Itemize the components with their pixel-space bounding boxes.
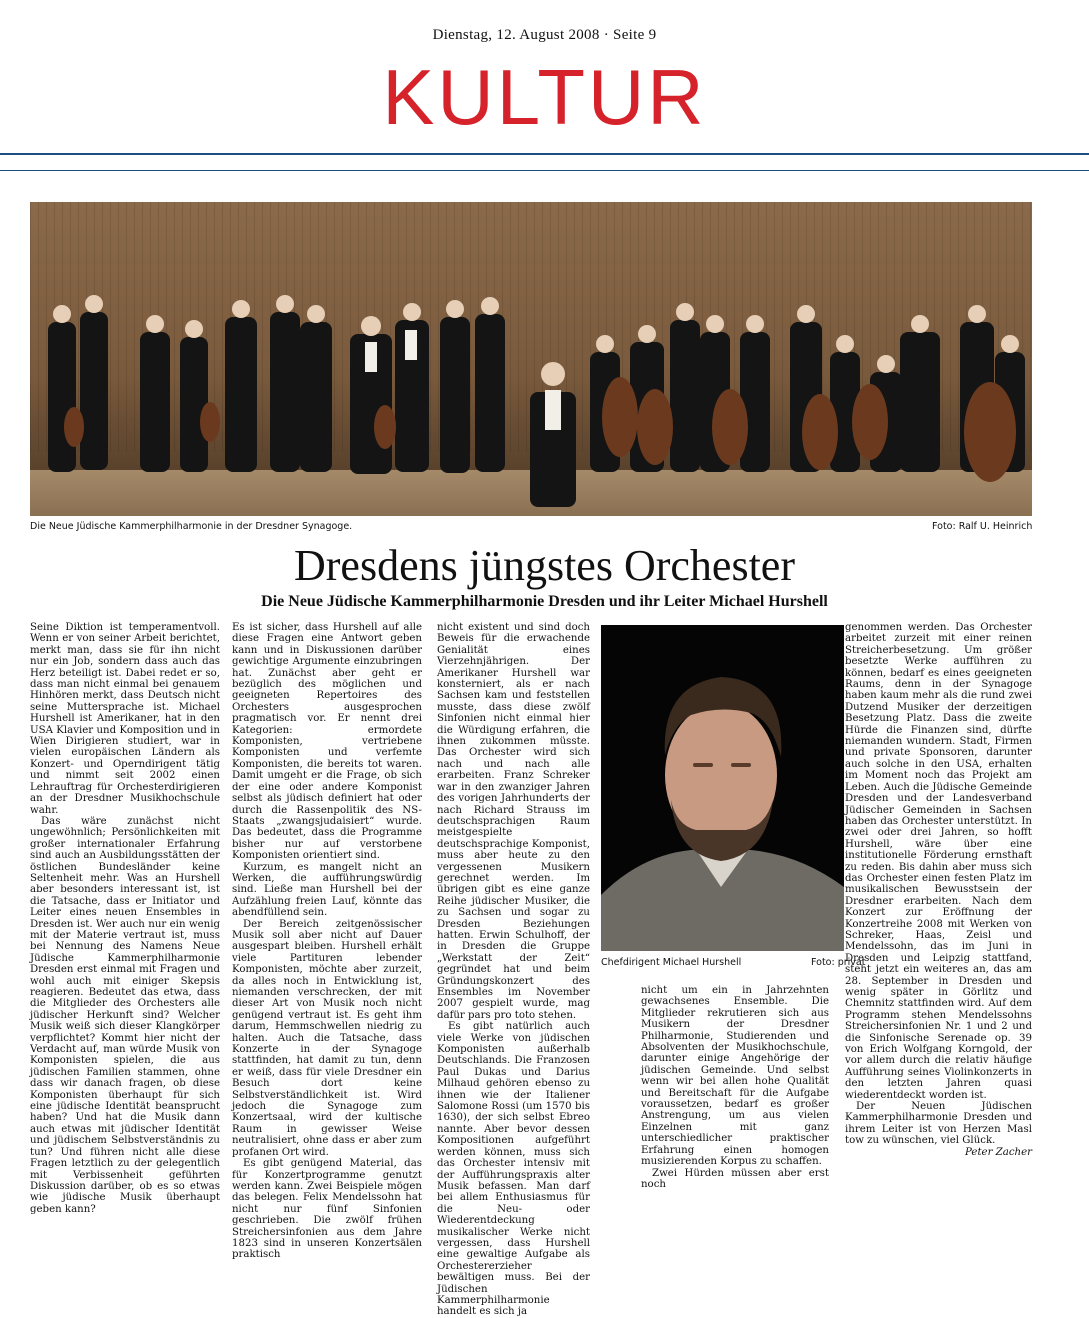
- paragraph: genommen werden. Das Orchester arbeitet zurzeit mit einer reinen Streicherbesetzung. Um größer besetzte Werke aufführen zu können, bedarf es eines geeigneten Raums, denn in der Synagoge haben kaum mehr als die rund zwei Dutzend Musiker der derzeitigen Besetzung Platz. Dass die zweite Hürde die Finanzen sind, dürfte niemanden wundern. Stadt, Firmen und private Sponsoren, darunter auch solche in den USA, erhalten im Moment noch das Projekt am Leben. Auch die Jüdische Gemeinde Dresden und der Landesverband Jüdischer Gemeinden in Sachsen haben das Orchester unterstützt. In zwei oder drei Jahren, so hofft Hurshell, wäre über eine institutionelle Förderung ernsthaft zu reden. Bis dahin aber muss sich das Orchester einen festen Platz im musikalischen Bewusstsein der Dresdner erarbeiten. Nach dem Konzert zur Eröffnung der Konzertreihe 2008 mit Werken von Schreker, Haas, Zeisl und Mendelssohn, das im Juni in Dresden und Leipzig stattfand, steht jetzt ein weiteres an, das am 28. September in Dresden und wenig später in Görlitz und Chemnitz stattfinden wird. Auf dem Programm stehen Mendelssohns Streichersinfonien Nr. 1 und 2 und die Sinfonische Serenade op. 39 von Erich Wolfgang Korngold, der vor allem durch die relativ häufige Aufführung seines Violinkonzerts in den letzten Jahren quasi wiederentdeckt worden ist.: [845, 622, 1032, 1101]
- paragraph: Zwei Hürden müssen aber erst noch: [641, 1167, 829, 1190]
- dateline: Dienstag, 12. August 2008 · Seite 9: [432, 27, 657, 43]
- photo-caption: Die Neue Jüdische Kammerphilharmonie in der Dresdner Synagoge.: [30, 521, 353, 532]
- headline: Dresdens jüngstes Orchester: [294, 541, 795, 590]
- article-column-2: [232, 622, 422, 1261]
- paragraph: Seine Diktion ist temperamentvoll. Wenn er von seiner Arbeit berichtet, merkt man, dass sie für ihn nicht nur ein Job, sondern dass auch das Herz beteiligt ist. Dabei redet er so, dass man nicht einmal bei genauem Hinhören merkt, dass Deutsch nicht seine Muttersprache ist. Michael Hurshell ist Amerikaner, hat in den USA Klavier und Komposition und in Wien Dirigieren studiert, war in vielen europäischen Ländern als Konzert- und Operndirigent tätig und nimmt seit 2002 einen Lehrauftrag für Orchesterdirigieren an der Dresdner Musikhochschule wahr.: [30, 622, 220, 816]
- portrait-credit: Foto: privat: [811, 957, 866, 968]
- paragraph: Es gibt genügend Material, das für Konzertprogramme genutzt werden kann. Zwei Beispiele mögen das belegen. Felix Mendelssohn hat nicht nur fünf Sinfonien geschrieben. Die zwölf frühen Streichersinfonien aus dem Jahre 1823 sind in unseren Konzertsälen praktisch: [232, 1158, 422, 1261]
- divider: [0, 170, 1089, 171]
- portrait-caption: Chefdirigent Michael Hurshell: [601, 957, 742, 968]
- divider: [0, 153, 1089, 155]
- subheadline: Die Neue Jüdische Kammerphilharmonie Dresden und ihr Leiter Michael Hurshell: [261, 593, 828, 610]
- paragraph: Das wäre zunächst nicht ungewöhnlich; Persönlichkeiten mit großer internationaler Erfahrung sind auch an Ausbildungsstätten der östlichen Bundesländer keine Seltenheit mehr. Was an Hurshell aber besonders interessant ist, ist die Tatsache, dass er Initiator und Leiter eines neuen Ensembles in Dresden ist. Wer auch nur ein wenig mit der Materie vertraut ist, muss bei Nennung des Namens Neue Jüdische Kammerphilharmonie Dresden erst einmal mit Fragen und wohl auch mit einiger Skepsis reagieren. Bedeutet das etwa, dass die Mitglieder des Orchesters alle jüdischer Herkunft sind? Welcher Musik weiß sich dieser Klangkörper verpflichtet? Kommt hier nicht der Verdacht auf, man würde Musik von Komponisten spielen, die aus jüdischen Familien stammen, ohne dass wir danach fragen, ob diese Komponisten überhaupt für sich eine jüdische Identität beansprucht haben? Und hat die Musik dann auch etwas mit jüdischer Identität und jüdischem Selbstverständnis zu tun? Und führen nicht alle diese Fragen letztlich zu der gelegentlich mit Verbissenheit geführten Diskussion darüber, ob es so etwas wie jüdische Musik überhaupt geben kann?: [30, 815, 220, 1215]
- article-column-4: [641, 985, 829, 1190]
- paragraph: Der Neuen Jüdischen Kammerphilharmonie Dresden und ihrem Leiter ist von Herzen Masl tow zu wünschen, viel Glück.: [845, 1101, 1032, 1147]
- orchestra-photo: [30, 202, 1032, 516]
- paragraph: nicht um ein in Jahrzehnten gewachsenes Ensemble. Die Mitglieder rekrutieren sich aus Musikern der Dresdner Philharmonie, Studierenden und Absolventen der Musikhochschule, darunter einige Angehörige der jüdischen Gemeinde. Und selbst wenn wir bei allen hohe Qualität und Bereitschaft für die Aufgabe voraussetzen, bedarf es großer Anstrengung, um aus vielen Einzelnen mit ganz unterschiedlicher praktischer Erfahrung einen homogen musizierenden Korpus zu schaffen.: [641, 985, 829, 1168]
- section-title: KULTUR: [382, 53, 707, 141]
- portrait-photo: [601, 625, 844, 951]
- paragraph: Der Bereich zeitgenössischer Musik soll aber nicht auf Dauer ausgespart bleiben. Hurshell erhält viele Partituren lebender Komponisten, möchte aber zurzeit, da alles noch in Entwicklung ist, niemanden verschrecken, der mit dieser Art von Musik noch nicht genügend vertraut ist. Es geht ihm darum, Hemmschwellen niedrig zu halten. Auch die Tatsache, dass Konzerte in der Synagoge stattfinden, hat damit zu tun, denn er weiß, dass für viele Dresdner ein Besuch dort keine Selbstverständlichkeit ist. Wird jedoch die Synagoge zum Konzertsaal, wird der kultische Raum in gewisser Weise neutralisiert, ohne dass er aber zum profanen Ort wird.: [232, 918, 422, 1158]
- paragraph: Kurzum, es mangelt nicht an Werken, die aufführungswürdig sind. Ließe man Hurshell bei der Aufzählung freien Lauf, könnte das abendfüllend sein.: [232, 861, 422, 919]
- author-signature: Peter Zacher: [965, 1146, 1032, 1158]
- paragraph: Es ist sicher, dass Hurshell auf alle diese Fragen eine Antwort geben kann und in Diskussionen darüber gewichtige Argumente einzubringen hat. Zunächst aber geht er bezüglich des möglichen und geeigneten Repertoires des Orchesters ausgesprochen pragmatisch vor. Er nennt drei Kategorien: ermordete Komponisten, vertriebene Komponisten und verfemte Komponisten, die bereits tot waren. Damit umgeht er die Frage, ob sich der eine oder andere Komponist selbst als jüdisch definiert hat oder durch die Rassenpolitik des NS-Staats „zwangsjudaisiert“ wurde. Das bedeutet, dass die Programme bisher nur auf verstorbene Komponisten orientiert sind.: [232, 622, 422, 862]
- photo-credit: Foto: Ralf U. Heinrich: [932, 521, 1033, 532]
- article-column-1: [30, 622, 220, 1215]
- article-column-5: [845, 622, 1032, 1167]
- article-column-3: [437, 622, 590, 1318]
- paragraph: nicht existent und sind doch Beweis für die erwachende Genialität eines Vierzehnjährigen. Der Amerikaner Hurshell war konsterniert, als er nach Sachsen kam und feststellen musste, dass diese zwölf Sinfonien nicht einmal hier die Würdigung erfahren, die ihnen zukommen müsste. Das Orchester wird sich nach und nach alle erarbeiten. Franz Schreker war in den zwanziger Jahren des vorigen Jahrhunderts der nach Richard Strauss im deutschsprachigen Raum meistgespielte deutschsprachige Komponist, muss aber heute zu den vergessenen Musikern gerechnet werden. Im übrigen gibt es eine ganze Reihe jüdischer Musiker, die zu Sachsen und sogar zu Dresden Beziehungen hatten. Erwin Schulhoff, der in Dresden die Gruppe „Werkstatt der Zeit“ gegründet hat und beim Gründungskonzert des Ensembles im November 2007 gespielt wurde, mag dafür pars pro toto stehen.: [437, 622, 590, 1021]
- paragraph: Es gibt natürlich auch viele Werke von jüdischen Komponisten außerhalb Deutschlands. Die Franzosen Paul Dukas und Darius Milhaud gehören ebenso zu ihnen wie der Italiener Salomone Rossi (um 1570 bis 1630), der sich selbst Ebreo nannte. Aber bevor dessen Kompositionen aufgeführt werden können, muss sich das Orchester intensiv mit der Aufführungspraxis alter Musik befassen. Man darf bei allem Enthusiasmus für die Neu- oder Wiederentdeckung musikalischer Werke nicht vergessen, dass Hurshell eine gewaltige Aufgabe als Orchestererzieher bewältigen muss. Bei der Jüdischen Kammerphilharmonie handelt es sich ja: [437, 1021, 590, 1318]
